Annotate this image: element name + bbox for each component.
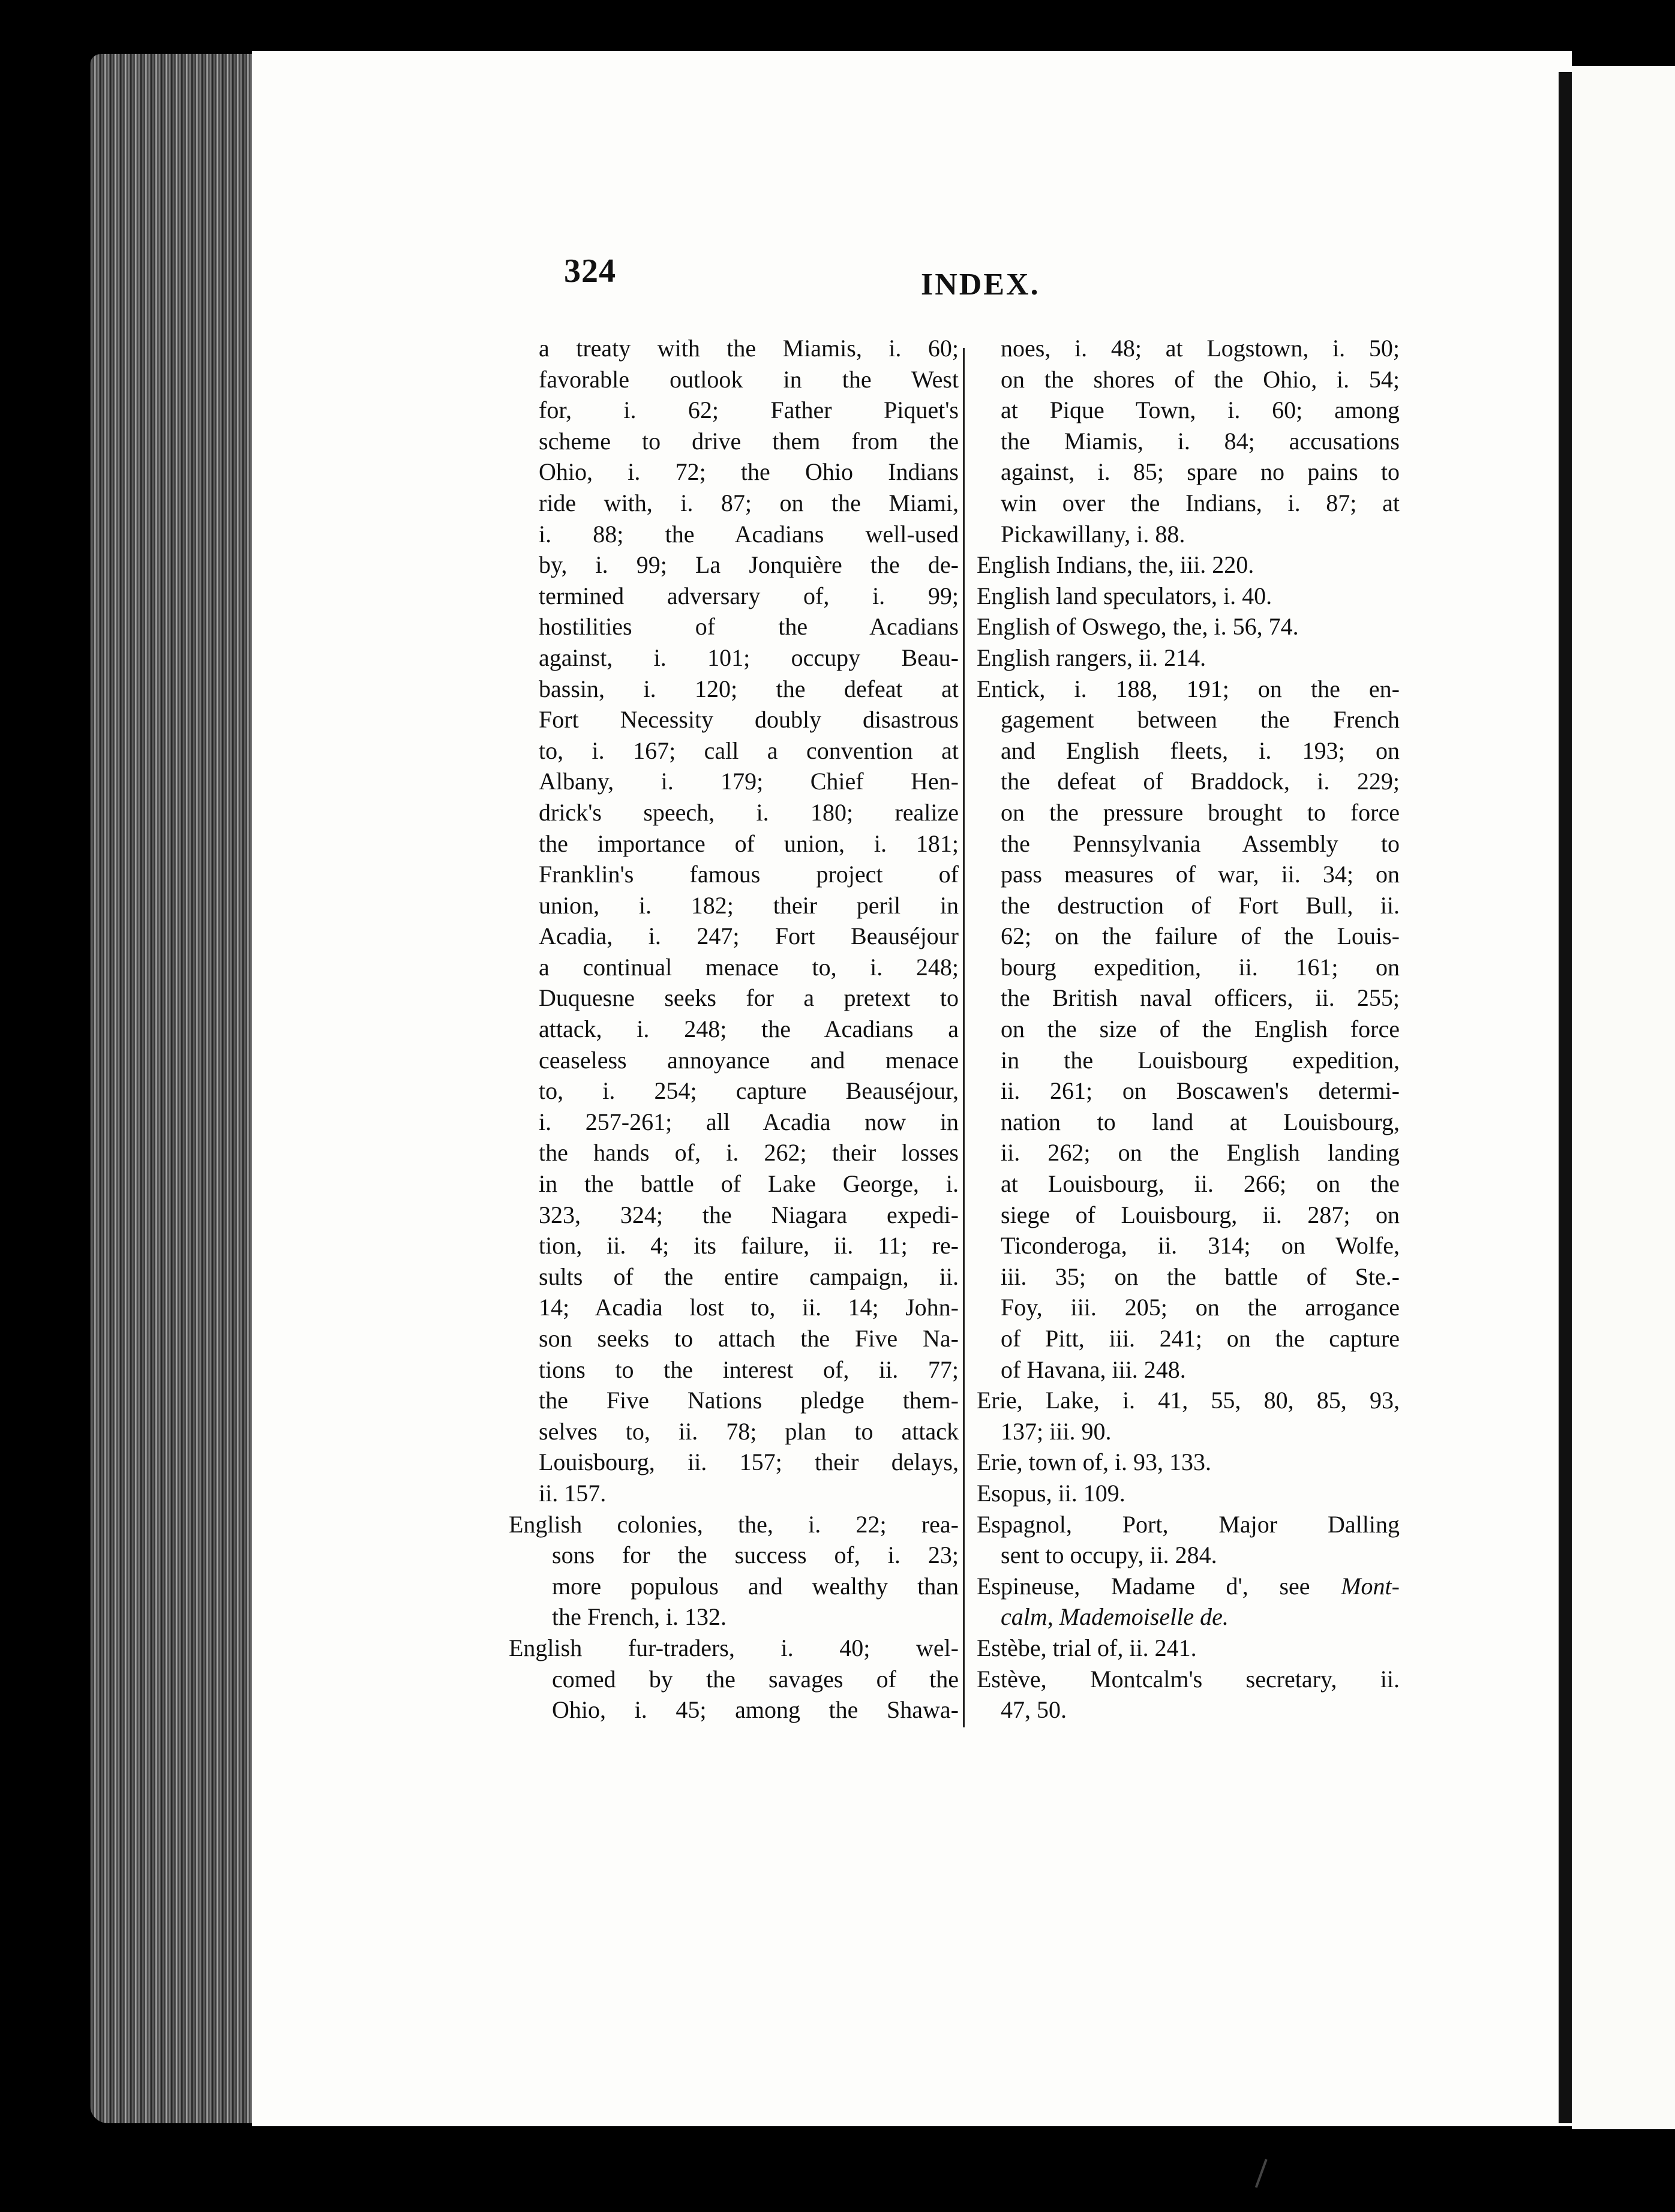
- index-line: by, i. 99; La Jonquière the de-: [539, 551, 959, 579]
- index-line: the Five Nations pledge them-: [539, 1387, 959, 1414]
- index-line: the defeat of Braddock, i. 229;: [1001, 768, 1400, 795]
- index-line: 62; on the failure of the Louis-: [1001, 922, 1400, 950]
- index-line: termined adversary of, i. 99;: [539, 582, 959, 609]
- index-line-italic: calm, Mademoiselle de.: [1001, 1603, 1229, 1631]
- index-line: on the shores of the Ohio, i. 54;: [1001, 365, 1400, 393]
- index-line: and English fleets, i. 193; on: [1001, 737, 1400, 764]
- index-line: the British naval officers, ii. 255;: [1001, 984, 1400, 1012]
- index-line: drick's speech, i. 180; realize: [539, 798, 959, 826]
- index-line: Foy, iii. 205; on the arrogance: [1001, 1294, 1400, 1321]
- index-line: Ohio, i. 45; among the Shawa-: [552, 1696, 959, 1724]
- index-line: Franklin's famous project of: [539, 861, 959, 888]
- index-line: of Havana, iii. 248.: [1001, 1356, 1186, 1383]
- index-line: sults of the entire campaign, ii.: [539, 1263, 959, 1290]
- index-line: against, i. 101; occupy Beau-: [539, 644, 959, 671]
- index-line: tions to the interest of, ii. 77;: [539, 1356, 959, 1383]
- index-line: Esopus, ii. 109.: [977, 1479, 1125, 1507]
- index-line: of Pitt, iii. 241; on the capture: [1001, 1325, 1400, 1352]
- index-line: Pickawillany, i. 88.: [1001, 520, 1185, 548]
- index-line: gagement between the French: [1001, 706, 1400, 734]
- index-line: son seeks to attach the Five Na-: [539, 1325, 959, 1352]
- index-line: [977, 1601, 1400, 1633]
- index-line: Espineuse, Madame d', see Mont-: [977, 1572, 1400, 1600]
- index-line: 323, 324; the Niagara expedi-: [539, 1201, 959, 1228]
- index-line: to, i. 254; capture Beauséjour,: [539, 1077, 959, 1105]
- index-line: at Louisbourg, ii. 266; on the: [1001, 1170, 1400, 1198]
- page-number: 324: [564, 253, 616, 290]
- index-line: tion, ii. 4; its failure, ii. 11; re-: [539, 1232, 959, 1260]
- index-line: English rangers, ii. 214.: [977, 644, 1206, 671]
- index-line: bassin, i. 120; the defeat at: [539, 675, 959, 702]
- index-line: ii. 157.: [539, 1479, 607, 1507]
- index-line: ii. 261; on Boscawen's determi-: [1001, 1077, 1400, 1105]
- index-line: English Indians, the, iii. 220.: [977, 551, 1254, 579]
- index-line: for, i. 62; Father Piquet's: [539, 396, 959, 424]
- facing-page-edge: [1572, 66, 1675, 2129]
- running-head: INDEX.: [921, 268, 1040, 302]
- index-line: the French, i. 132.: [552, 1603, 727, 1631]
- index-line: Entick, i. 188, 191; on the en-: [977, 675, 1400, 702]
- index-line: pass measures of war, ii. 34; on: [1001, 861, 1400, 888]
- index-line: comed by the savages of the: [552, 1665, 959, 1693]
- index-line: ceaseless annoyance and menace: [539, 1046, 959, 1074]
- index-line: Ohio, i. 72; the Ohio Indians: [539, 458, 959, 486]
- index-line: scheme to drive them from the: [539, 427, 959, 455]
- index-line: ii. 262; on the English landing: [1001, 1139, 1400, 1167]
- index-line: hostilities of the Acadians: [539, 613, 959, 641]
- index-line: win over the Indians, i. 87; at: [1001, 489, 1400, 516]
- index-line: the Miamis, i. 84; accusations: [1001, 427, 1400, 455]
- index-line: Erie, Lake, i. 41, 55, 80, 85, 93,: [977, 1387, 1400, 1414]
- index-line: the importance of union, i. 181;: [539, 830, 959, 857]
- index-line: noes, i. 48; at Logstown, i. 50;: [1001, 335, 1400, 362]
- index-line: Ticonderoga, ii. 314; on Wolfe,: [1001, 1232, 1400, 1260]
- index-line: nation to land at Louisbourg,: [1001, 1108, 1400, 1135]
- index-line: in the battle of Lake George, i.: [539, 1170, 959, 1198]
- index-line: Acadia, i. 247; Fort Beauséjour: [539, 922, 959, 950]
- index-line: siege of Louisbourg, ii. 287; on: [1001, 1201, 1400, 1228]
- index-line: the hands of, i. 262; their losses: [539, 1139, 959, 1167]
- index-line: a continual menace to, i. 248;: [539, 953, 959, 981]
- index-line: iii. 35; on the battle of Ste.-: [1001, 1263, 1400, 1290]
- index-line: Estève, Montcalm's secretary, ii.: [977, 1665, 1400, 1693]
- index-line: against, i. 85; spare no pains to: [1001, 458, 1400, 486]
- index-line: English colonies, the, i. 22; rea-: [509, 1510, 959, 1538]
- index-line: English fur-traders, i. 40; wel-: [509, 1634, 959, 1661]
- index-line: English of Oswego, the, i. 56, 74.: [977, 613, 1299, 641]
- index-line: to, i. 167; call a convention at: [539, 737, 959, 764]
- scan-mark: [1255, 2159, 1272, 2189]
- index-line: i. 88; the Acadians well-used: [539, 520, 959, 548]
- index-line: 137; iii. 90.: [1001, 1417, 1112, 1445]
- index-line: Fort Necessity doubly disastrous: [539, 706, 959, 734]
- index-column-left: [509, 333, 959, 1726]
- index-line: Louisbourg, ii. 157; their delays,: [539, 1448, 959, 1476]
- index-line: 14; Acadia lost to, ii. 14; John-: [539, 1294, 959, 1321]
- index-line: the destruction of Fort Bull, ii.: [1001, 891, 1400, 919]
- index-line: on the pressure brought to force: [1001, 798, 1400, 826]
- index-line: ride with, i. 87; on the Miami,: [539, 489, 959, 516]
- index-line: the Pennsylvania Assembly to: [1001, 830, 1400, 857]
- index-line: at Pique Town, i. 60; among: [1001, 396, 1400, 424]
- index-line: in the Louisbourg expedition,: [1001, 1046, 1400, 1074]
- index-line: sons for the success of, i. 23;: [552, 1541, 959, 1569]
- index-line: more populous and wealthy than: [552, 1572, 959, 1600]
- index-line: 47, 50.: [1001, 1696, 1067, 1724]
- index-line: bourg expedition, ii. 161; on: [1001, 953, 1400, 981]
- index-line: favorable outlook in the West: [539, 365, 959, 393]
- index-line: Albany, i. 179; Chief Hen-: [539, 768, 959, 795]
- index-column-right: [977, 333, 1400, 1726]
- index-line: selves to, ii. 78; plan to attack: [539, 1417, 959, 1445]
- index-line: union, i. 182; their peril in: [539, 891, 959, 919]
- index-line: Erie, town of, i. 93, 133.: [977, 1448, 1212, 1476]
- index-line-italic: Mont-: [1341, 1572, 1400, 1600]
- index-line: sent to occupy, ii. 284.: [1001, 1541, 1217, 1569]
- index-line: a treaty with the Miamis, i. 60;: [539, 335, 959, 362]
- index-line: i. 257-261; all Acadia now in: [539, 1108, 959, 1135]
- column-rule: [963, 348, 965, 1727]
- index-line: on the size of the English force: [1001, 1015, 1400, 1043]
- index-line: Espagnol, Port, Major Dalling: [977, 1510, 1400, 1538]
- index-line: Duquesne seeks for a pretext to: [539, 984, 959, 1012]
- index-line: attack, i. 248; the Acadians a: [539, 1015, 959, 1043]
- index-line: English land speculators, i. 40.: [977, 582, 1272, 609]
- index-line: Estèbe, trial of, ii. 241.: [977, 1634, 1197, 1661]
